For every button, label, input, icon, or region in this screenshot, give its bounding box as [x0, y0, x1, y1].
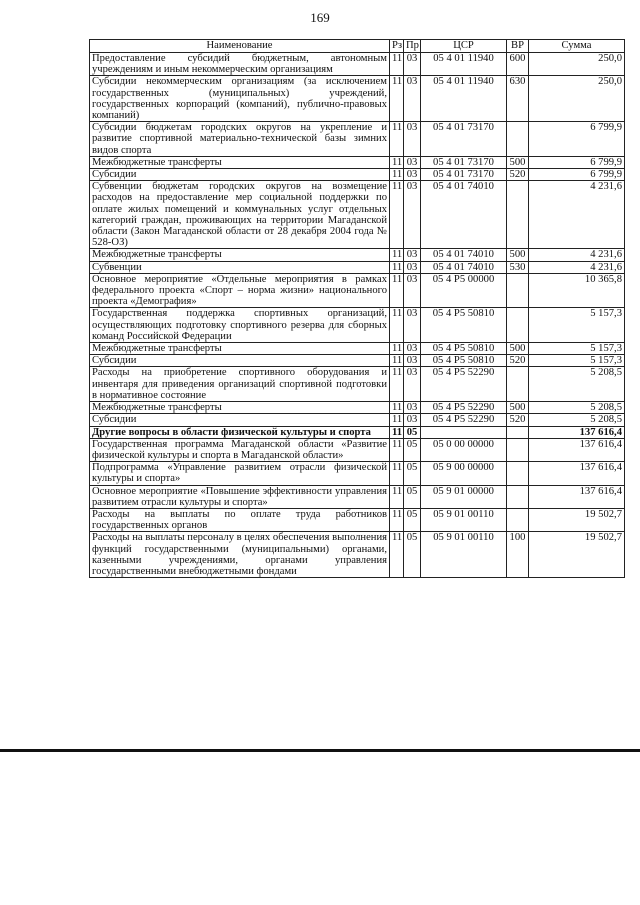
cell-name: Субсидии	[90, 355, 390, 367]
cell-rz: 11	[390, 355, 404, 367]
cell-csr: 05 4 P5 52290	[421, 402, 507, 414]
cell-pr: 03	[404, 308, 421, 343]
cell-vr	[507, 485, 529, 508]
cell-csr: 05 4 01 11940	[421, 53, 507, 76]
cell-csr: 05 9 00 00000	[421, 462, 507, 485]
cell-pr: 03	[404, 76, 421, 122]
cell-pr: 05	[404, 438, 421, 461]
table-row	[90, 53, 625, 76]
cell-pr: 03	[404, 414, 421, 426]
cell-name: Межбюджетные трансферты	[90, 249, 390, 261]
cell-pr: 05	[404, 462, 421, 485]
cell-name: Основное мероприятие «Повышение эффективности управления развитием отрасли культуры и спорта»	[90, 485, 390, 508]
cell-name: Расходы на приобретение спортивного оборудования и инвентаря для приведения организаций спортивной подготовки в нормативное состояние	[90, 367, 390, 402]
cell-name: Государственная программа Магаданской области «Развитие физической культуры и спорта в Магаданской области»	[90, 438, 390, 461]
header-pr: Пр	[404, 40, 421, 53]
budget-table	[89, 39, 625, 578]
table-row	[90, 308, 625, 343]
cell-vr	[507, 308, 529, 343]
cell-pr: 03	[404, 181, 421, 249]
cell-pr: 03	[404, 367, 421, 402]
table-row	[90, 367, 625, 402]
cell-sum: 5 157,3	[529, 343, 625, 355]
cell-vr	[507, 426, 529, 438]
cell-csr: 05 9 01 00110	[421, 508, 507, 531]
cell-sum: 6 799,9	[529, 169, 625, 181]
cell-csr: 05 4 P5 50810	[421, 308, 507, 343]
table-row	[90, 485, 625, 508]
cell-pr: 03	[404, 402, 421, 414]
cell-pr: 03	[404, 249, 421, 261]
cell-vr	[507, 508, 529, 531]
cell-sum: 5 208,5	[529, 402, 625, 414]
header-name: Наименование	[90, 40, 390, 53]
cell-sum: 5 157,3	[529, 355, 625, 367]
cell-rz: 11	[390, 426, 404, 438]
table-row	[90, 355, 625, 367]
cell-rz: 11	[390, 181, 404, 249]
cell-sum: 6 799,9	[529, 122, 625, 157]
cell-sum: 4 231,6	[529, 261, 625, 273]
cell-csr: 05 9 01 00000	[421, 485, 507, 508]
cell-csr: 05 4 01 74010	[421, 181, 507, 249]
cell-vr: 500	[507, 156, 529, 168]
cell-name: Основное мероприятие «Отдельные мероприятия в рамках федерального проекта «Спорт – норма жизни» национального проекта «Демография»	[90, 273, 390, 308]
cell-rz: 11	[390, 508, 404, 531]
table-row	[90, 438, 625, 461]
cell-csr: 05 4 01 11940	[421, 76, 507, 122]
cell-rz: 11	[390, 122, 404, 157]
cell-pr: 03	[404, 53, 421, 76]
cell-csr: 05 4 P5 52290	[421, 414, 507, 426]
cell-sum: 137 616,4	[529, 462, 625, 485]
cell-rz: 11	[390, 308, 404, 343]
cell-vr	[507, 122, 529, 157]
cell-pr: 03	[404, 355, 421, 367]
cell-csr: 05 4 P5 00000	[421, 273, 507, 308]
cell-csr: 05 9 01 00110	[421, 532, 507, 578]
cell-csr: 05 4 P5 50810	[421, 355, 507, 367]
cell-pr: 03	[404, 122, 421, 157]
header-csr: ЦСР	[421, 40, 507, 53]
table-row	[90, 76, 625, 122]
cell-sum: 5 208,5	[529, 414, 625, 426]
cell-vr: 500	[507, 249, 529, 261]
page-number: 169	[310, 10, 330, 25]
cell-name: Субсидии бюджетам городских округов на укрепление и развитие спортивной материально-технической базы зимних видов спорта	[90, 122, 390, 157]
cell-sum: 5 208,5	[529, 367, 625, 402]
cell-csr: 05 4 01 74010	[421, 249, 507, 261]
cell-csr: 05 4 01 74010	[421, 261, 507, 273]
cell-sum: 19 502,7	[529, 532, 625, 578]
cell-name: Другие вопросы в области физической культуры и спорта	[90, 426, 390, 438]
cell-name: Межбюджетные трансферты	[90, 343, 390, 355]
table-row	[90, 402, 625, 414]
cell-rz: 11	[390, 76, 404, 122]
table-row	[90, 426, 625, 438]
cell-csr: 05 4 P5 50810	[421, 343, 507, 355]
cell-csr: 05 4 P5 52290	[421, 367, 507, 402]
cell-vr: 520	[507, 414, 529, 426]
table-row	[90, 414, 625, 426]
cell-name: Субвенции	[90, 261, 390, 273]
cell-csr: 05 4 01 73170	[421, 122, 507, 157]
cell-pr: 05	[404, 426, 421, 438]
cell-rz: 11	[390, 462, 404, 485]
cell-vr	[507, 273, 529, 308]
cell-vr	[507, 181, 529, 249]
table-row	[90, 508, 625, 531]
cell-rz: 11	[390, 249, 404, 261]
cell-pr: 03	[404, 261, 421, 273]
cell-sum: 5 157,3	[529, 308, 625, 343]
cell-rz: 11	[390, 273, 404, 308]
cell-vr: 530	[507, 261, 529, 273]
cell-rz: 11	[390, 169, 404, 181]
table-header-row	[90, 40, 625, 53]
table-row	[90, 343, 625, 355]
cell-vr: 100	[507, 532, 529, 578]
header-vr: ВР	[507, 40, 529, 53]
table-body	[90, 53, 625, 578]
cell-name: Предоставление субсидий бюджетным, автономным учреждениям и иным некоммерческим организациям	[90, 53, 390, 76]
cell-pr: 05	[404, 508, 421, 531]
cell-sum: 137 616,4	[529, 426, 625, 438]
table-row	[90, 122, 625, 157]
cell-rz: 11	[390, 156, 404, 168]
bottom-rule	[0, 749, 640, 752]
cell-sum: 250,0	[529, 53, 625, 76]
cell-name: Государственная поддержка спортивных организаций, осуществляющих подготовку спортивного резерва для сборных команд Российской Федерации	[90, 308, 390, 343]
cell-pr: 03	[404, 273, 421, 308]
cell-sum: 19 502,7	[529, 508, 625, 531]
cell-vr: 500	[507, 343, 529, 355]
cell-rz: 11	[390, 438, 404, 461]
table-row	[90, 273, 625, 308]
cell-sum: 137 616,4	[529, 485, 625, 508]
cell-pr: 03	[404, 343, 421, 355]
cell-name: Подпрограмма «Управление развитием отрасли физической культуры и спорта»	[90, 462, 390, 485]
cell-name: Межбюджетные трансферты	[90, 156, 390, 168]
cell-vr	[507, 438, 529, 461]
cell-name: Расходы на выплаты по оплате труда работников государственных органов	[90, 508, 390, 531]
header-rz: Рз	[390, 40, 404, 53]
table-row	[90, 169, 625, 181]
cell-name: Субвенции бюджетам городских округов на возмещение расходов на предоставление мер социальной поддержки по оплате жилых помещений и коммунальных услуг отдельных категорий граждан, проживающих на территории Магаданской области (Закон Магаданской области от 28 декабря 2004 года № 528-ОЗ)	[90, 181, 390, 249]
cell-rz: 11	[390, 343, 404, 355]
cell-name: Расходы на выплаты персоналу в целях обеспечения выполнения функций государственными (муниципальными) органами, казенными учреждениями, органами управления государственными внебюджетными фондами	[90, 532, 390, 578]
cell-sum: 10 365,8	[529, 273, 625, 308]
cell-pr: 05	[404, 485, 421, 508]
cell-rz: 11	[390, 261, 404, 273]
table-row	[90, 156, 625, 168]
cell-csr: 05 0 00 00000	[421, 438, 507, 461]
cell-vr: 520	[507, 355, 529, 367]
cell-sum: 6 799,9	[529, 156, 625, 168]
cell-name: Межбюджетные трансферты	[90, 402, 390, 414]
cell-name: Субсидии	[90, 414, 390, 426]
cell-pr: 03	[404, 156, 421, 168]
cell-vr	[507, 367, 529, 402]
cell-rz: 11	[390, 53, 404, 76]
table-row	[90, 261, 625, 273]
table-row	[90, 249, 625, 261]
cell-name: Субсидии некоммерческим организациям (за исключением государственных (муниципальных) учреждений, государственных корпораций (компаний), публично-правовых компаний)	[90, 76, 390, 122]
cell-sum: 4 231,6	[529, 181, 625, 249]
cell-csr: 05 4 01 73170	[421, 156, 507, 168]
table-row	[90, 532, 625, 578]
cell-sum: 4 231,6	[529, 249, 625, 261]
cell-rz: 11	[390, 402, 404, 414]
cell-sum: 137 616,4	[529, 438, 625, 461]
cell-csr	[421, 426, 507, 438]
cell-sum: 250,0	[529, 76, 625, 122]
cell-rz: 11	[390, 367, 404, 402]
cell-rz: 11	[390, 485, 404, 508]
cell-name: Субсидии	[90, 169, 390, 181]
cell-vr: 600	[507, 53, 529, 76]
table-row	[90, 462, 625, 485]
cell-csr: 05 4 01 73170	[421, 169, 507, 181]
cell-vr: 500	[507, 402, 529, 414]
cell-pr: 03	[404, 169, 421, 181]
table-row	[90, 181, 625, 249]
cell-rz: 11	[390, 532, 404, 578]
cell-pr: 05	[404, 532, 421, 578]
cell-rz: 11	[390, 414, 404, 426]
cell-vr	[507, 462, 529, 485]
cell-vr: 630	[507, 76, 529, 122]
header-sum: Сумма	[529, 40, 625, 53]
cell-vr: 520	[507, 169, 529, 181]
